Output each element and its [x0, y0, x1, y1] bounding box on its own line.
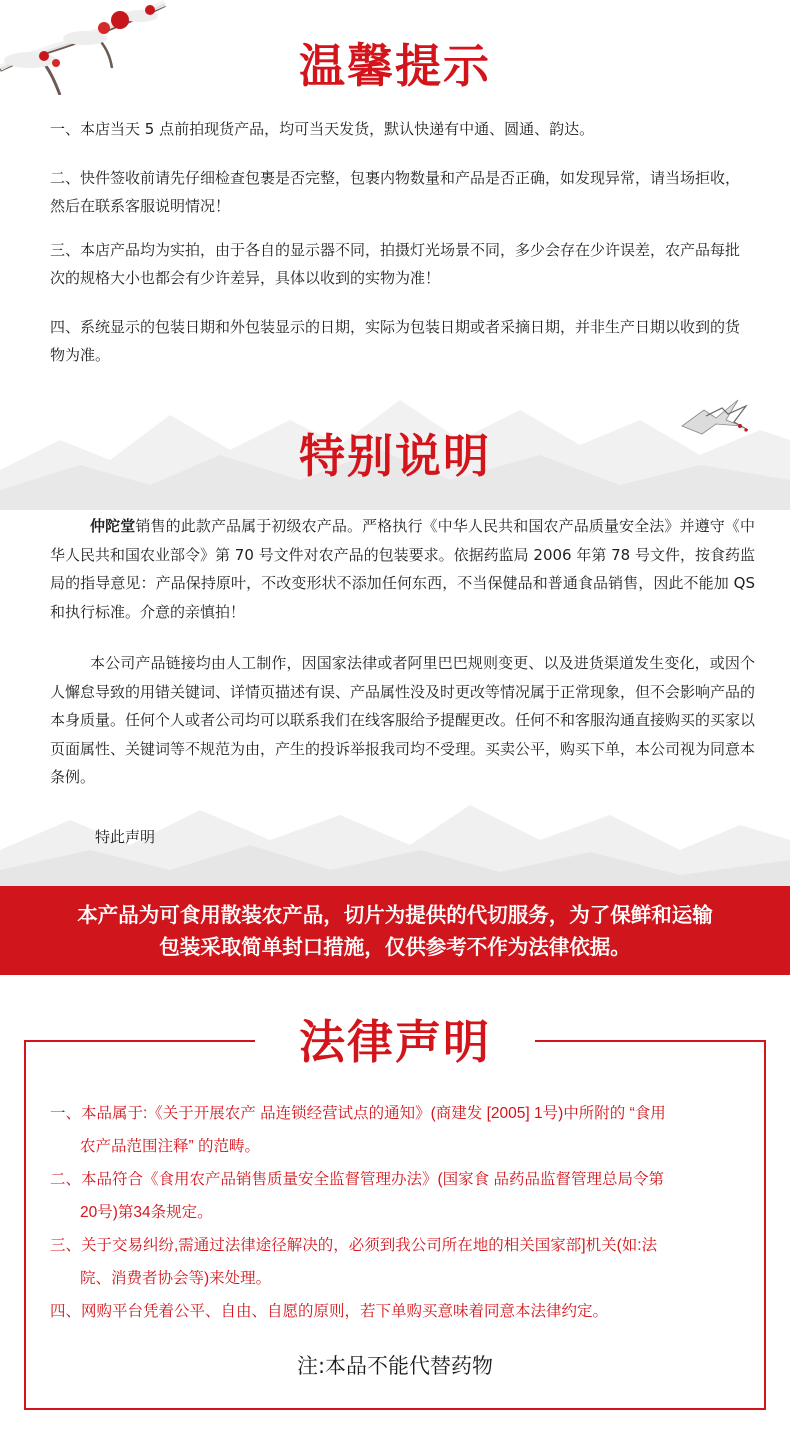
tip-item-2: 二、快件签收前请先仔细检查包裹是否完整，包裹内物数量和产品是否正确，如发现异常，请当场拒收，然后在联系客服说明情况！: [50, 169, 741, 215]
legal-item-2-line-1: 二、本品符合《食用农产品销售质量安全监督管理办法》(国家食 品药品监督管理总局令第: [50, 1171, 664, 1188]
legal-item-2-line-2: 20号)第34条规定。: [80, 1204, 213, 1221]
legal-note: 注:本品不能代替药物: [296, 1354, 494, 1378]
notice-banner: [0, 886, 790, 975]
tip-item-3: 三、本店产品均为实拍，由于各自的显示器不同，拍摄灯光场景不同，多少会存在少许误差，农产品每批次的规格大小也都会有少许差异，具体以收到的实物为准！: [50, 241, 741, 287]
tip-item-1: 一、本店当天 5 点前拍现货产品，均可当天发货，默认快递有中通、圆通、韵达。: [50, 120, 595, 138]
special-title: 特别说明: [299, 429, 491, 483]
legal-item-1-line-1: 一、本品属于:《关于开展农产 品连锁经营试点的通知》(商建发 [2005] 1号)中所附的 “食用: [50, 1105, 666, 1122]
banner-line-2: 包装采取简单封口措施，仅供参考不作为法律依据。: [159, 935, 631, 959]
special-closing: 特此声明: [95, 828, 156, 846]
banner-line-1: 本产品为可食用散装农产品，切片为提供的代切服务，为了保鲜和运输: [77, 903, 713, 927]
legal-item-4: [50, 1295, 740, 1328]
special-paragraph-1: [50, 512, 755, 626]
legal-item-1: [50, 1097, 740, 1163]
legal-item-3: [50, 1229, 740, 1295]
special-paragraph-1-text: 销售的此款产品属于初级农产品。严格执行《中华人民共和国农产品质量安全法》并遵守《中华人民共和国农业部令》第 70 号文件对农产品的包装要求。依据药监局 2006 年第 78 号文件，按食药监局的指导意见：产品保持原叶，不改变形状不添加任何东西，不当保健品和普通食品销售，因此不能加 QS 和执行标准。介意的亲慎拍！: [50, 517, 755, 621]
legal-item-1-line-2: 农产品范围注释” 的范畴。: [80, 1138, 260, 1155]
tip-item-4: 四、系统显示的包装日期和外包装显示的日期，实际为包装日期或者采摘日期，并非生产日期以收到的货物为准。: [50, 318, 741, 364]
legal-item-3-line-1: 三、关于交易纠纷,需通过法律途径解决的，必须到我公司所在地的相关国家部]机关(如:法: [50, 1237, 658, 1254]
legal-item-4-line-1: 四、网购平台凭着公平、自由、自愿的原则，若下单购买意味着同意本法律约定。: [50, 1303, 609, 1320]
brand-name: 仲陀堂: [90, 517, 136, 535]
legal-item-3-line-2: 院、消费者协会等)来处理。: [80, 1270, 272, 1287]
legal-title: 法律声明: [299, 1015, 491, 1069]
special-paragraph-2: 本公司产品链接均由人工制作，因国家法律或者阿里巴巴规则变更、以及进货渠道发生变化，或因个人懈怠导致的用错关键词、详情页描述有误、产品属性没及时更改等情况属于正常现象，但不会影响产品的本身质量。任何个人或者公司均可以联系我们在线客服给予提醒更改。任何不和客服沟通直接购买的买家以页面属性、关键词等不规范为由，产生的投诉举报我司均不受理。买卖公平，购买下单，本公司视为同意本条例。: [50, 654, 756, 787]
legal-item-2: [50, 1163, 740, 1229]
tips-title: 温馨提示: [299, 39, 491, 93]
